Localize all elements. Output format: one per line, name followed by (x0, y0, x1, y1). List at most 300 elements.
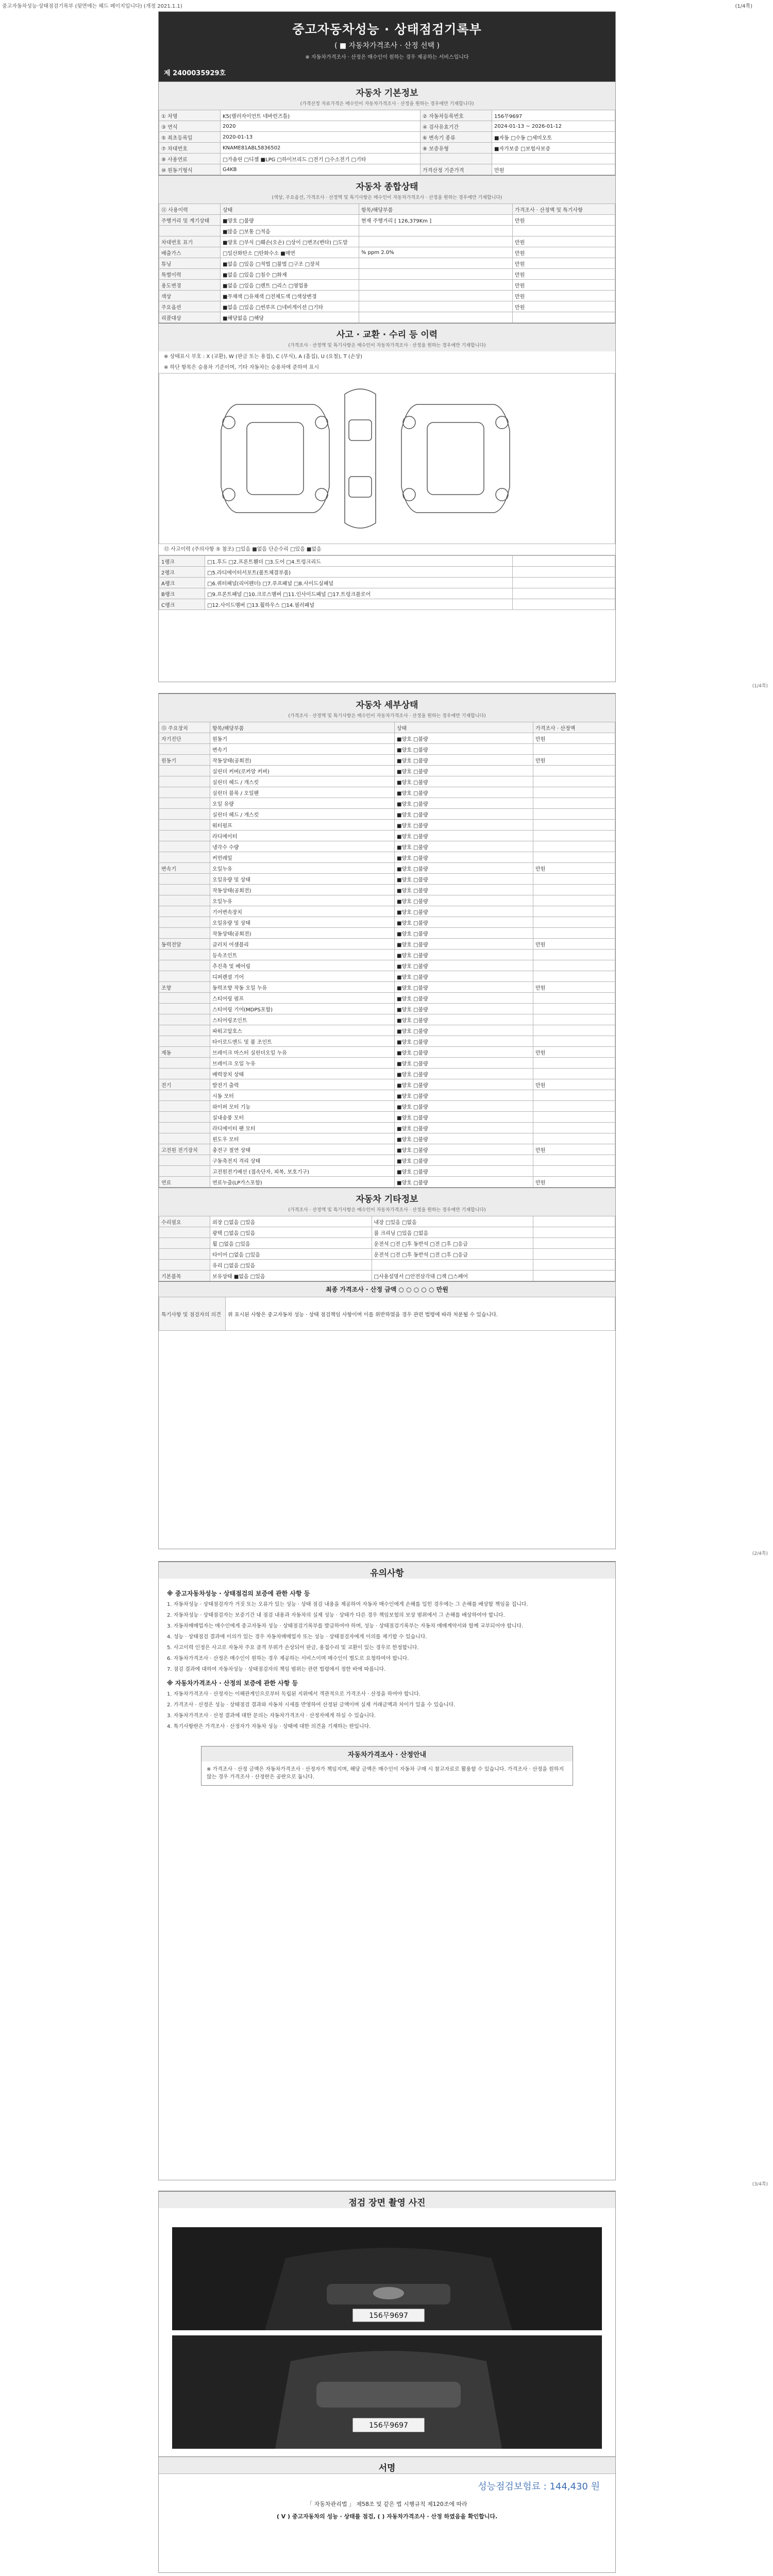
detail-row (159, 917, 615, 928)
detail-item: 작동상태(공회전) (210, 928, 395, 939)
overall-price: 만원 (513, 236, 615, 247)
detail-price (533, 831, 615, 841)
special-table (159, 1297, 615, 1331)
detail-row (159, 798, 615, 809)
detail-item: 디퍼렌셜 기어 (210, 971, 395, 982)
detail-header: 가격조사 · 산정액 (533, 722, 615, 733)
detail-group: 고전원 전기장치 (159, 1144, 210, 1155)
detail-group (159, 971, 210, 982)
detail-state: ■양호 □불량 (395, 1144, 533, 1155)
detail-price (533, 776, 615, 787)
detail-row (159, 1177, 615, 1188)
overall-price: 만원 (513, 215, 615, 226)
detail-item: 타이로드엔드 및 볼 조인트 (210, 1036, 395, 1047)
detail-group (159, 809, 210, 820)
overall-detail (359, 280, 513, 291)
detail-item: 동력조향 작동 오일 누유 (210, 982, 395, 993)
detail-group (159, 1101, 210, 1112)
detail-price (533, 841, 615, 852)
detail-item: 변속기 (210, 744, 395, 755)
detail-item: 라디에이터 (210, 831, 395, 841)
overall-detail (359, 301, 513, 312)
detail-state: ■양호 □불량 (395, 1133, 533, 1144)
overall-row (159, 291, 615, 301)
overall-state: ■해당없음 □해당 (221, 312, 359, 323)
detail-price (533, 917, 615, 928)
document-number: 제 2400035929호 (164, 70, 226, 77)
detail-row (159, 841, 615, 852)
detail-group (159, 950, 210, 960)
photo-title: 점검 장면 촬영 사진 (348, 2198, 426, 2208)
overall-item: 특별이력 (159, 269, 221, 280)
overall-item: 색상 (159, 291, 221, 301)
top-bar-left: 중고자동차성능·상태점검기록부 (뒷면에는 헤드 페이지입니다) (개정 2021.1.1) (2, 4, 182, 9)
basic-row (159, 154, 615, 164)
basic-info-section (159, 81, 615, 110)
overall-price (513, 226, 615, 236)
detail-row (159, 960, 615, 971)
rank-row (159, 588, 615, 599)
detail-group (159, 852, 210, 863)
detail-item: 실내송풍 모터 (210, 1112, 395, 1123)
other-row (159, 1216, 615, 1227)
detail-state: ■양호 □불량 (395, 939, 533, 950)
detail-item: 오일유량 및 상태 (210, 874, 395, 885)
overall-state: ■없음 □있음 □썬루프 □네비게이션 □기타 (221, 301, 359, 312)
other-label (159, 1249, 210, 1260)
notice-paragraph: 2. 자동차성능 · 상태점검자는 보증기간 내 점검 내용과 자동차의 실제 성능 · 상태가 다른 경우 책임보험의 보상 범위에서 그 손해를 배상하여야 합니다. (167, 1613, 505, 1618)
plate-rear-text: 156무9697 (369, 2421, 408, 2430)
final-price-row (159, 1281, 615, 1297)
detail-item: 작동상태(공회전) (210, 885, 395, 895)
detail-item: 충전구 절연 상태 (210, 1144, 395, 1155)
detail-row (159, 744, 615, 755)
overall-row (159, 269, 615, 280)
detail-state: ■양호 □불량 (395, 917, 533, 928)
detail-price (533, 1112, 615, 1123)
basic-row (159, 110, 615, 121)
notice-paragraph-2: 3. 자동차가격조사 · 산정 결과에 대한 문의는 자동차가격조사 · 산정자에게 하실 수 있습니다. (167, 1713, 376, 1719)
other-row (159, 1270, 615, 1281)
detail-note: (가격조사 · 산정액 및 특기사항은 매수인이 자동차가격조사 · 산정을 원하는 경우에만 기재합니다) (288, 714, 486, 719)
detail-group (159, 787, 210, 798)
other-row (159, 1227, 615, 1238)
detail-row (159, 939, 615, 950)
detail-state: ■양호 □불량 (395, 960, 533, 971)
basic-label: ④ 검사유효기간 (421, 121, 492, 132)
insurance-fee-row (159, 2474, 615, 2498)
photo-section (159, 2191, 615, 2208)
other-table (159, 1216, 615, 1281)
other-row (159, 1260, 615, 1270)
overall-detail (359, 236, 513, 247)
page-4 (158, 2191, 616, 2573)
detail-price (533, 1004, 615, 1014)
detail-price: 만원 (533, 733, 615, 744)
detail-row (159, 950, 615, 960)
rank-parts: □9.프론트패널 □10.크로스멤버 □11.인사이드패널 □17.트렁크플로어 (205, 588, 513, 599)
accident-history: ⑫ 사고이력 (주의사항 ⑤ 참조) □있음 ■없음 단순수리 □있음 ■없음 (159, 544, 615, 555)
top-bar-right: (1/4쪽) (735, 4, 752, 9)
other-price (533, 1227, 615, 1238)
detail-header: 상태 (395, 722, 533, 733)
detail-state: ■양호 □불량 (395, 950, 533, 960)
overall-row (159, 247, 615, 258)
detail-item: 스티어링조인트 (210, 1014, 395, 1025)
overall-item: 차대번호 표기 (159, 236, 221, 247)
accident-section (159, 323, 615, 351)
detail-price (533, 1014, 615, 1025)
other-label (159, 1227, 210, 1238)
detail-group (159, 744, 210, 755)
detail-group: 연료 (159, 1177, 210, 1188)
overall-state: □일산화탄소 □탄화수소 ■매연 (221, 247, 359, 258)
rank-price (513, 556, 615, 567)
basic-row (159, 121, 615, 132)
detail-price (533, 1166, 615, 1177)
detail-price (533, 906, 615, 917)
notice-paragraph: 4. 성능 · 상태점검 결과에 이의가 있는 경우 자동차매매업자 또는 성능 · 상태점검자에게 이의를 제기할 수 있습니다. (167, 1634, 427, 1640)
plate-front-text: 156무9697 (369, 2312, 408, 2320)
detail-item: 구동축전지 격리 상태 (210, 1155, 395, 1166)
accident-legend: ※ 상태표시 부호 : X (교환), W (판금 또는 용접), C (부식), A (흠집), U (요철), T (손상) (164, 354, 363, 360)
detail-group (159, 928, 210, 939)
detail-price: 만원 (533, 1047, 615, 1058)
overall-detail (359, 269, 513, 280)
basic-value: 2024-01-13 ~ 2026-01-12 (492, 121, 615, 132)
detail-group (159, 885, 210, 895)
detail-group: 자기진단 (159, 733, 210, 744)
other-col2 (372, 1260, 533, 1270)
detail-row (159, 885, 615, 895)
detail-row (159, 1133, 615, 1144)
detail-group: 제동 (159, 1047, 210, 1058)
detail-group (159, 1004, 210, 1014)
other-col1: 유리 □없음 □있음 (210, 1260, 372, 1270)
other-col2: 운전석 □전 □후 동반석 □전 □후 □응급 (372, 1238, 533, 1249)
detail-item: 스티어링 펌프 (210, 993, 395, 1004)
detail-item: 추진축 및 베어링 (210, 960, 395, 971)
detail-group: 변속기 (159, 863, 210, 874)
detail-header: ⑬ 주요장치 (159, 722, 210, 733)
detail-state: ■양호 □불량 (395, 776, 533, 787)
page-3-footer: (3/4쪽) (752, 2182, 768, 2187)
detail-state: ■양호 □불량 (395, 863, 533, 874)
detail-item: 라디에이터 팬 모터 (210, 1123, 395, 1133)
basic-value: ■자동 □수동 □세미오토 (492, 132, 615, 143)
rank-parts: □5.라디에이터서포트(볼트체결부품) (205, 567, 513, 578)
overall-state: ■무채색 □유채색 □전체도색 □색상변경 (221, 291, 359, 301)
detail-price (533, 1090, 615, 1101)
detail-group (159, 1155, 210, 1166)
overall-price: 만원 (513, 291, 615, 301)
detail-row (159, 852, 615, 863)
basic-label: ⑩ 원동기형식 (159, 164, 221, 175)
overall-title: 자동차 종합상태 (356, 182, 418, 192)
detail-price: 만원 (533, 1144, 615, 1155)
detail-item: 실린더 헤드 / 개스킷 (210, 776, 395, 787)
overall-detail (359, 291, 513, 301)
detail-group: 동력전달 (159, 939, 210, 950)
detail-state: ■양호 □불량 (395, 852, 533, 863)
basic-label: ① 차명 (159, 110, 221, 121)
other-note: (가격조사 · 산정액 및 특기사항은 매수인이 자동차가격조사 · 산정을 원하는 경우에만 기재합니다) (288, 1208, 486, 1213)
notice-section (159, 1562, 615, 1579)
detail-group (159, 1123, 210, 1133)
detail-group (159, 831, 210, 841)
detail-state: ■양호 □불량 (395, 928, 533, 939)
detail-price (533, 1069, 615, 1079)
overall-row (159, 312, 615, 323)
other-label: 기본품목 (159, 1270, 210, 1281)
detail-item: 실린더 블록 / 오일팬 (210, 787, 395, 798)
basic-label: ⑧ 보증유형 (421, 143, 492, 154)
detail-price: 만원 (533, 982, 615, 993)
detail-state: ■양호 □불량 (395, 1101, 533, 1112)
detail-price (533, 809, 615, 820)
basic-value: KNAME81ABL5836502 (221, 143, 421, 154)
overall-state: ■많음 □보통 □적음 (221, 226, 359, 236)
overall-header: 상태 (221, 204, 359, 215)
detail-item: 냉각수 수량 (210, 841, 395, 852)
detail-state: ■양호 □불량 (395, 809, 533, 820)
detail-group (159, 1058, 210, 1069)
notice-paragraph-2: 2. 가격조사 · 산정은 성능 · 상태점검 결과와 자동차 시세를 반영하여 산정된 금액이며 실제 거래금액과 차이가 있을 수 있습니다. (167, 1702, 456, 1708)
detail-row (159, 1014, 615, 1025)
detail-group (159, 1036, 210, 1047)
basic-row (159, 132, 615, 143)
detail-group: 원동기 (159, 755, 210, 766)
detail-row (159, 766, 615, 776)
detail-item: 클러치 어셈블리 (210, 939, 395, 950)
detail-price (533, 874, 615, 885)
car-diagram-svg (159, 374, 615, 544)
detail-row (159, 1058, 615, 1069)
other-col2: □사용설명서 □안전삼각대 □잭 □스페어 (372, 1270, 533, 1281)
detail-state: ■양호 □불량 (395, 1047, 533, 1058)
overall-item: 용도변경 (159, 280, 221, 291)
page-2 (158, 693, 616, 1549)
detail-group (159, 1112, 210, 1123)
detail-price (533, 895, 615, 906)
other-label (159, 1238, 210, 1249)
special-label: 특기사항 및 점검자의 의견 (159, 1297, 226, 1331)
document-subtitle-note: ※ 자동차가격조사 · 산정은 매수인이 원하는 경우 제공하는 서비스입니다 (305, 55, 469, 60)
detail-state: ■양호 □불량 (395, 1004, 533, 1014)
detail-row (159, 1101, 615, 1112)
notice-paragraph: 5. 사고이력 인정은 사고로 자동차 주요 골격 부위가 손상되어 판금, 용접수리 및 교환이 있는 경우로 한정합니다. (167, 1645, 419, 1651)
basic-value: K5(렐러자이언트 네바런즈틀) (221, 110, 421, 121)
detail-group (159, 993, 210, 1004)
detail-state: ■양호 □불량 (395, 993, 533, 1004)
detail-state: ■양호 □불량 (395, 895, 533, 906)
page-1 (158, 11, 616, 682)
detail-price (533, 1123, 615, 1133)
basic-info-table (159, 110, 615, 175)
detail-row (159, 1004, 615, 1014)
overall-note: (색상, 주요옵션, 가격조사 · 산정액 및 특기사항은 매수인이 자동차가격조사 · 산정을 원하는 경우에만 기재합니다) (272, 195, 502, 200)
basic-value: 2020-01-13 (221, 132, 421, 143)
final-price: 최종 가격조사 · 산정 금액 ○ ○ ○ ○ ○ 만원 (326, 1286, 448, 1293)
notice-title: 유의사항 (370, 1568, 404, 1579)
detail-price (533, 950, 615, 960)
basic-row (159, 143, 615, 154)
overall-detail: 현재 주행거리 [ 126,379Km ] (359, 215, 513, 226)
detail-price: 만원 (533, 1079, 615, 1090)
basic-label: 가격산정 기준가격 (421, 164, 492, 175)
detail-item: 윈도우 모터 (210, 1133, 395, 1144)
detail-group (159, 1025, 210, 1036)
detail-state: ■양호 □불량 (395, 1058, 533, 1069)
detail-price (533, 1025, 615, 1036)
detail-item: 원동기 (210, 733, 395, 744)
overall-detail (359, 312, 513, 323)
detail-row (159, 1155, 615, 1166)
detail-group (159, 1133, 210, 1144)
price-guide-text: ※ 가격조사 · 산정 금액은 자동차가격조사 · 산정자가 책임지며, 해당 금액은 매수인이 자동차 구매 시 참고자료로 활용할 수 있습니다. 가격조사 · 산정을 원하지 않는 경우 가격조사 · 산정란은 공란으로 둡니다. (207, 1767, 564, 1780)
detail-row (159, 1079, 615, 1090)
detail-row (159, 1166, 615, 1177)
detail-state: ■양호 □불량 (395, 1177, 533, 1188)
detail-group (159, 1069, 210, 1079)
detail-item: 브레이크 오일 누유 (210, 1058, 395, 1069)
detail-row (159, 874, 615, 885)
detail-state: ■양호 □불량 (395, 885, 533, 895)
overall-state: ■없음 □있음 □침수 □화재 (221, 269, 359, 280)
detail-row (159, 733, 615, 744)
rank-price (513, 567, 615, 578)
other-label: 수리필요 (159, 1216, 210, 1227)
detail-row (159, 809, 615, 820)
detail-item: 시동 모터 (210, 1090, 395, 1101)
detail-group (159, 820, 210, 831)
detail-row (159, 776, 615, 787)
detail-state: ■양호 □불량 (395, 755, 533, 766)
detail-price (533, 766, 615, 776)
overall-price: 만원 (513, 280, 615, 291)
accident-note: (가격조사 · 산정액 및 특기사항은 매수인이 자동차가격조사 · 산정을 원하는 경우에만 기재합니다) (288, 343, 486, 348)
basic-value: 156무9697 (492, 110, 615, 121)
other-label (159, 1260, 210, 1270)
detail-state: ■양호 □불량 (395, 874, 533, 885)
rank-row (159, 578, 615, 588)
detail-row (159, 1112, 615, 1123)
detail-item: 발전기 출력 (210, 1079, 395, 1090)
other-row (159, 1249, 615, 1260)
rank-parts: □1.후드 □2.프론트휀더 □3.도어 □4.트렁크리드 (205, 556, 513, 567)
rank-price (513, 578, 615, 588)
signoff-block (159, 2456, 615, 2522)
page-1-footer: (1/4쪽) (752, 684, 768, 689)
car-diagram (159, 373, 615, 544)
detail-row (159, 1036, 615, 1047)
top-bar (0, 0, 773, 9)
special-text: 위 표시된 사항은 중고자동차 성능 · 상태 점검책임 사항이며 이를 위반하였을 경우 관련 법령에 따라 처분될 수 있습니다. (226, 1297, 615, 1331)
detail-item: 실린더 커버(로커암 커버) (210, 766, 395, 776)
detail-row (159, 971, 615, 982)
detail-item: 고전원전기배선 (접속단자, 피복, 보호기구) (210, 1166, 395, 1177)
overall-header: 가격조사 · 산정액 및 특기사항 (513, 204, 615, 215)
basic-info-note: (가격산정 자료가격은 매수인이 자동차가격조사 · 산정을 원하는 경우에만 기재합니다) (300, 101, 474, 107)
overall-item: 주요옵션 (159, 301, 221, 312)
detail-price (533, 820, 615, 831)
other-col1: 보유상태 ■없음 □있음 (210, 1270, 372, 1281)
detail-row (159, 1144, 615, 1155)
detail-item: 배력장치 상태 (210, 1069, 395, 1079)
signoff-line-1: 「 자동차관리법 」 제58조 및 같은 법 시행규칙 제120조에 따라 (307, 2501, 467, 2507)
detail-state: ■양호 □불량 (395, 1079, 533, 1090)
other-price (533, 1238, 615, 1249)
detail-price (533, 1101, 615, 1112)
detail-price (533, 885, 615, 895)
detail-group (159, 1166, 210, 1177)
car-front-image (172, 2227, 602, 2330)
overall-state: ■양호 □불량 (221, 215, 359, 226)
detail-price (533, 1058, 615, 1069)
detail-state: ■양호 □불량 (395, 982, 533, 993)
detail-item: 연료누출(LP가스포함) (210, 1177, 395, 1188)
overall-section (159, 175, 615, 204)
other-section (159, 1188, 615, 1216)
notice-paragraph-2: 1. 자동차가격조사 · 산정자는 이해관계인으로부터 독립된 지위에서 객관적으로 가격조사 · 산정을 하여야 합니다. (167, 1691, 421, 1697)
detail-group (159, 776, 210, 787)
rank-row (159, 556, 615, 567)
detail-price (533, 852, 615, 863)
detail-state: ■양호 □불량 (395, 1155, 533, 1166)
rank-price (513, 588, 615, 599)
detail-row (159, 895, 615, 906)
detail-state: ■양호 □불량 (395, 1166, 533, 1177)
detail-price (533, 787, 615, 798)
detail-state: ■양호 □불량 (395, 906, 533, 917)
overall-row (159, 301, 615, 312)
detail-group (159, 895, 210, 906)
accident-legend-2: ※ 하단 항목은 승용차 기준이며, 기타 자동차는 승용차에 준하여 표시 (164, 365, 319, 370)
detail-state: ■양호 □불량 (395, 831, 533, 841)
overall-item: 리콜대상 (159, 312, 221, 323)
detail-state: ■양호 □불량 (395, 744, 533, 755)
rank-price (513, 599, 615, 610)
overall-table (159, 204, 615, 323)
overall-row (159, 280, 615, 291)
detail-item: 파워고압호스 (210, 1025, 395, 1036)
overall-item: 튜닝 (159, 258, 221, 269)
basic-value: 만원 (492, 164, 615, 175)
insurance-fee-label: 성능점검보험료 : (478, 2481, 550, 2492)
detail-group (159, 1090, 210, 1101)
detail-price (533, 798, 615, 809)
detail-state: ■양호 □불량 (395, 971, 533, 982)
detail-row (159, 1090, 615, 1101)
basic-label: ⑤ 최초등록일 (159, 132, 221, 143)
detail-item: 커먼레일 (210, 852, 395, 863)
detail-item: 오일누유 (210, 895, 395, 906)
document-title: 중고자동차성능 · 상태점검기록부 (292, 22, 482, 37)
overall-item: 배출가스 (159, 247, 221, 258)
detail-row (159, 787, 615, 798)
overall-item: 주행거리 및 계기상태 (159, 215, 221, 226)
rank-label: C랭크 (159, 599, 205, 610)
rank-label: 2랭크 (159, 567, 205, 578)
basic-value (492, 154, 615, 164)
notice-body (159, 1579, 615, 1739)
overall-detail (359, 258, 513, 269)
detail-title: 자동차 세부상태 (356, 700, 418, 710)
other-col1: 타이어 □없음 □있음 (210, 1249, 372, 1260)
price-guide-box (201, 1746, 573, 1786)
other-col1: 광택 □없음 □있음 (210, 1227, 372, 1238)
detail-group: 조향 (159, 982, 210, 993)
